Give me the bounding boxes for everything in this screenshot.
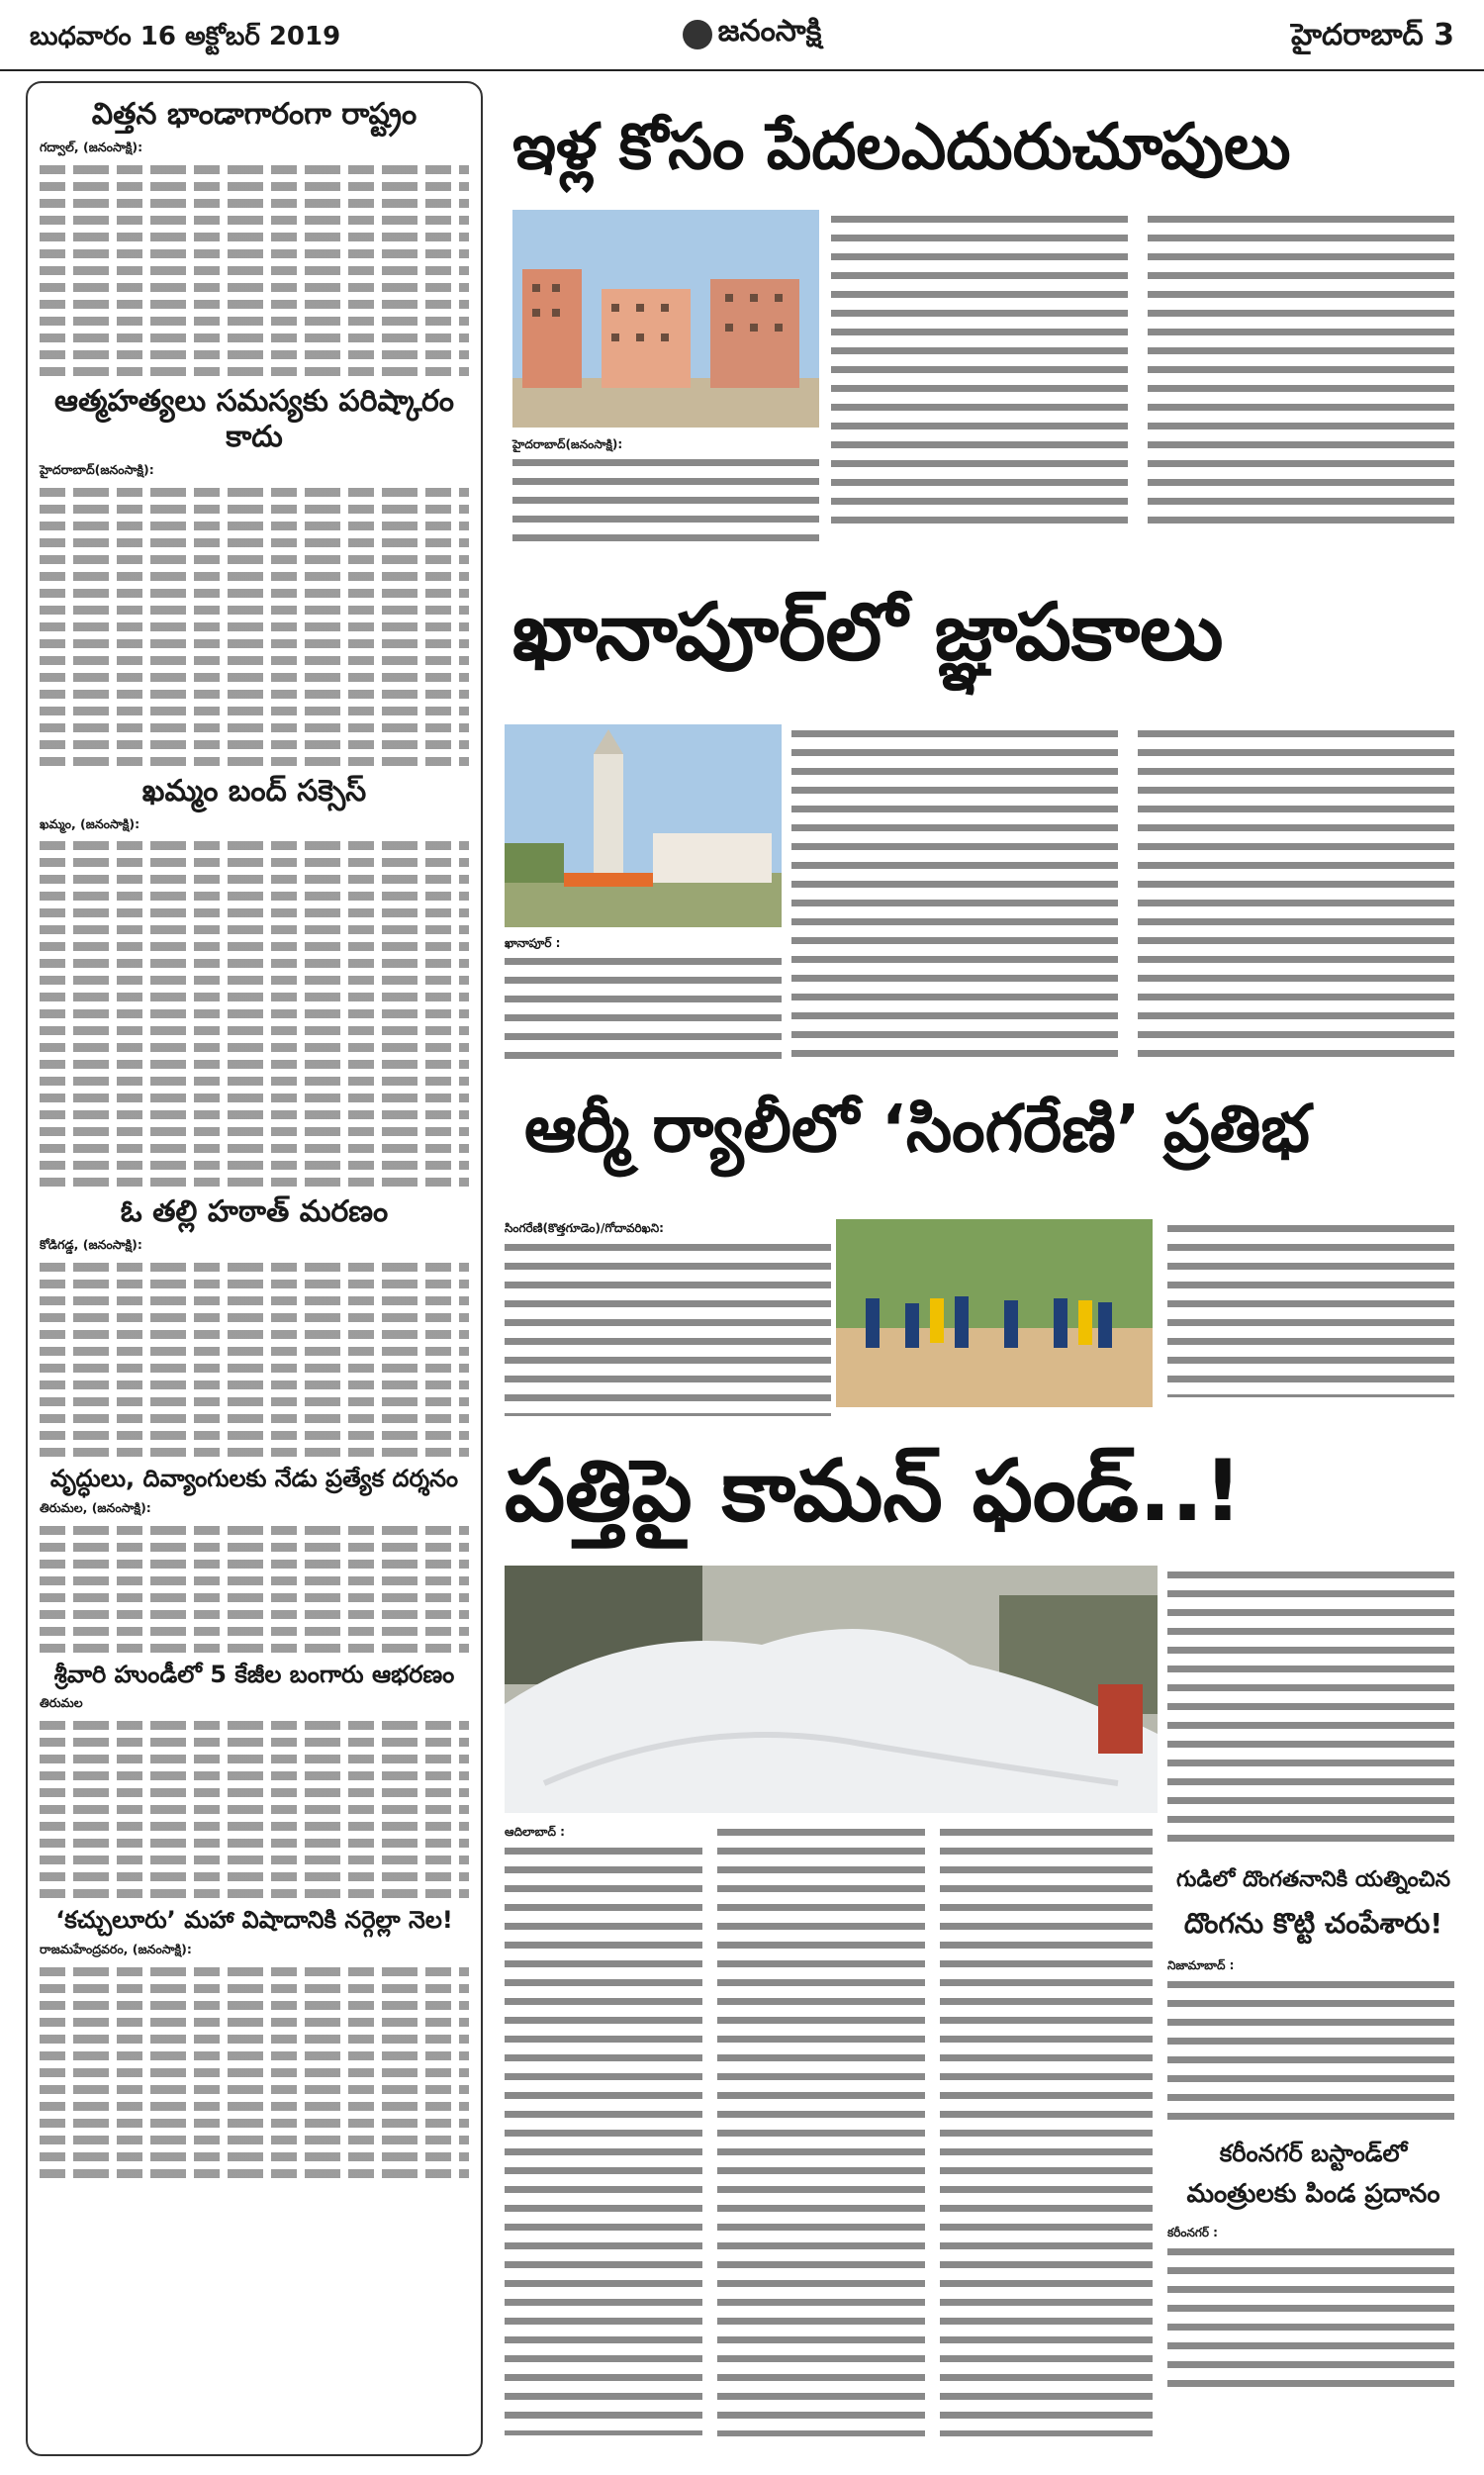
khanapur-headline: ఖానాపూర్‌లో జ్ఞాపకాలు	[512, 586, 1224, 678]
left-story	[40, 1906, 469, 2178]
army-headline: ఆర్మీ ర్యాలీలో ‘సింగరేణి’ ప్రతిభ	[524, 1091, 1310, 1167]
dateline: హైదరాబాద్‌(జనంసాక్షి):	[40, 461, 154, 477]
dateline: తిరుమల, (జనంసాక్షి):	[40, 1499, 151, 1515]
left-story	[40, 97, 469, 376]
left-story	[40, 1194, 469, 1457]
dateline: తిరుమల	[40, 1695, 83, 1711]
karimnagar-headline-1: కరీంనగర్ బస్టాండ్‌లో	[1219, 2140, 1408, 2167]
story-title: వృద్ధులు, దివ్యాంగులకు నేడు ప్రత్యేక దర్శనం	[49, 1465, 459, 1492]
dateline: సింగరేణి(కొత్తగూడెం)/గోదావరిఖని:	[505, 1221, 664, 1235]
dateline: కరీంనగర్‌ :	[1167, 2226, 1218, 2239]
story-body	[40, 1236, 469, 1457]
dateline: గద్వాల్‌, (జనంసాక్షి):	[40, 140, 143, 154]
story-title: ఓ తల్లి హఠాత్ మరణం	[120, 1194, 389, 1230]
left-story	[40, 384, 469, 766]
masthead	[653, 12, 851, 57]
story-body	[40, 1694, 469, 1898]
army-rally-photo	[836, 1219, 1153, 1407]
khanapur-lead-text	[505, 934, 782, 1061]
story-body	[40, 1499, 469, 1653]
dateline: ఖానాపూర్‌ :	[505, 936, 561, 950]
dateline: రాజమహేంద్రవరం, (జనంసాక్షి):	[40, 1941, 192, 1956]
houses-lead-text	[512, 435, 819, 547]
cotton-column-1	[505, 1823, 702, 2435]
karimnagar-headline-2: మంత్రులకు పిండ ప్రదానం	[1186, 2179, 1440, 2209]
cotton-column-right	[1167, 1566, 1454, 1853]
left-story	[40, 1465, 469, 1653]
army-column-1	[505, 1219, 831, 1416]
story-body	[40, 461, 469, 766]
cotton-heap-photo	[505, 1566, 1158, 1813]
dateline: హైదరాబాద్‌(జనంసాక్షి):	[512, 437, 623, 451]
story-body	[40, 1941, 469, 2178]
masthead-name: జనంసాక్షి	[717, 14, 822, 48]
left-story	[40, 774, 469, 1188]
houses-headline: ఇళ్ల కోసం పేదలఎదురుచూపులు	[512, 111, 1291, 184]
army-column-3	[1167, 1219, 1454, 1397]
story-title: శ్రీవారి హుండీలో 5 కేజీల బంగారు ఆభరణం	[53, 1660, 455, 1688]
story-title: ‘కచ్చులూరు’ మహా విషాదానికి నర్గెల్లా నెల!	[55, 1906, 453, 1935]
houses-column-2	[831, 210, 1128, 531]
page-city-number: హైదరాబాద్ 3	[1291, 18, 1454, 52]
left-story	[40, 1661, 469, 1899]
masthead-logo-icon	[683, 20, 712, 49]
memorial-photo	[505, 724, 782, 927]
story-body	[40, 139, 469, 376]
housing-photo	[512, 210, 819, 428]
main-news-area	[495, 81, 1464, 2456]
cotton-column-2	[717, 1823, 925, 2436]
theft-body	[1167, 1956, 1454, 2124]
left-news-column	[26, 81, 483, 2456]
story-title: ఖమ్మం బంద్ సక్సెస్	[141, 773, 367, 809]
story-body	[40, 815, 469, 1188]
theft-headline-2: దొంగను కొట్టి చంపేశారు!	[1183, 1907, 1443, 1940]
karimnagar-body	[1167, 2224, 1454, 2391]
dateline: ఖమ్మం, (జనంసాక్షి):	[40, 815, 140, 831]
story-title: ఆత్మహత్యలు సమస్యకు పరిష్కారం కాదు	[54, 383, 454, 454]
page-header	[0, 0, 1484, 71]
story-title: విత్తన భాండాగారంగా రాష్ట్రం	[91, 97, 417, 132]
cotton-headline: పత్తిపై కామన్‌ ఫండ్‌..!	[505, 1442, 1243, 1541]
khanapur-column-2	[791, 724, 1118, 1061]
khanapur-column-3	[1138, 724, 1454, 1061]
dateline: నిజామాబాద్‌ :	[1167, 1958, 1235, 1972]
issue-date: బుధవారం 16 అక్టోబర్ 2019	[30, 22, 341, 51]
dateline: కోడిగడ్డ, (జనంసాక్షి):	[40, 1237, 142, 1253]
houses-column-3	[1148, 210, 1454, 531]
theft-headline-1: గుడిలో దొంగతనానికి యత్నించిన	[1175, 1867, 1451, 1892]
cotton-column-3	[940, 1823, 1153, 2436]
dateline: ఆదిలాబాద్‌ :	[505, 1825, 565, 1839]
